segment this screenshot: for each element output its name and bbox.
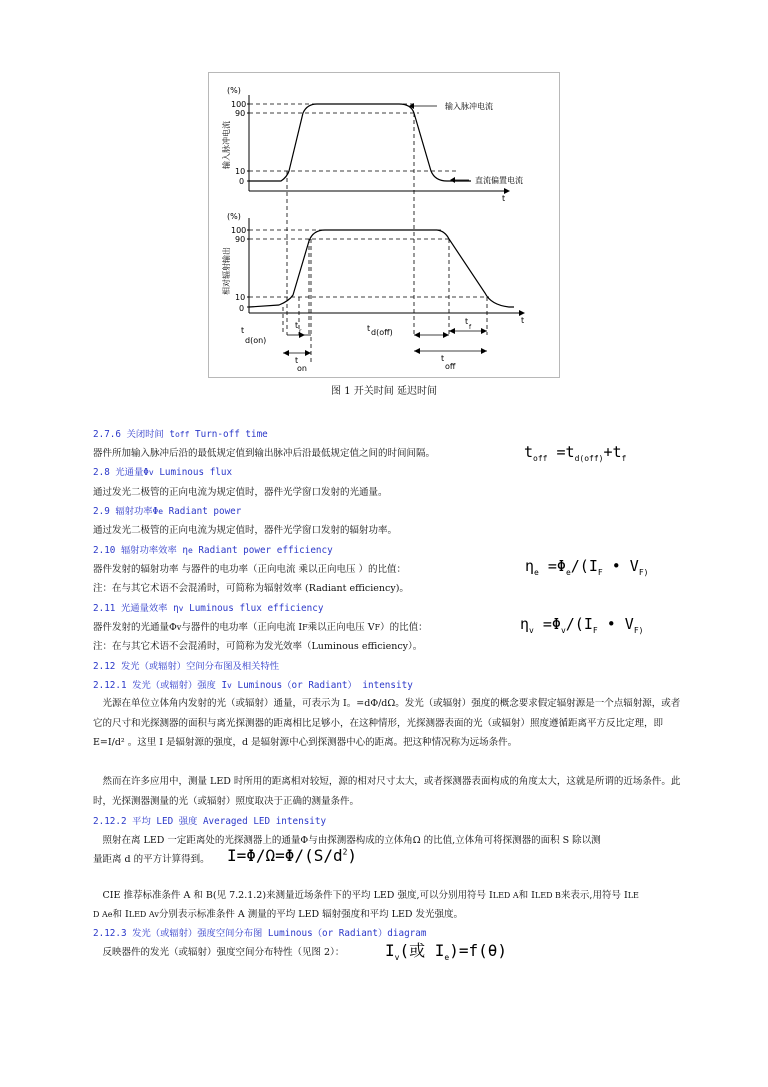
section-2-12-2-body-a: 照射在离 LED 一定距离处的光探测器上的通量Φ与由探测器构成的立体角Ω 的比值,立体角可将探测器的面积 S 除以测	[102, 835, 601, 846]
tf-label: t	[465, 317, 469, 326]
bottom-tick-0: 0	[239, 304, 245, 313]
radiant-output-curve	[249, 230, 514, 307]
bottom-tick-10: 10	[235, 293, 246, 302]
formula-distribution: $I_v$(或 $I_e)=f(\theta)$	[385, 941, 507, 963]
section-2-12-1-paragraph-2: 然而在许多应用中，测量 LED 时所用的距离相对较短，源的相对尺寸太大，或者探测器表面构成的角度太大，这就是所谓的近场条件。此时，光探测器测量的光（或辐射）照度取决于正确的测量条件。	[93, 776, 681, 807]
toff-label: t	[441, 354, 445, 363]
bottom-tick-100: 100	[231, 226, 247, 235]
section-2-12-2-heading: 2.12.2 平均 LED 强度 Averaged LED intensity	[93, 816, 327, 827]
toff-sub: off	[445, 362, 456, 371]
td-off-label: t	[367, 324, 371, 333]
figure-caption: 图 1 开关时间 延迟时间	[331, 386, 437, 397]
bottom-y-label: 相对辐射输出	[222, 247, 231, 295]
top-tick-10: 10	[235, 167, 246, 176]
section-2-10-heading: 2.10 辐射功率效率 ηe Radiant power efficiency	[93, 545, 333, 556]
ton-label: t	[295, 356, 299, 365]
input-pulse-annotation: 输入脉冲电流	[445, 102, 493, 111]
section-2-10-body: 器件发射的辐射功率 与器件的电功率（正向电流 乘以正向电压 ）的比值：	[93, 564, 407, 575]
tr-label: t	[295, 321, 299, 330]
formula-intensity: $I=\Phi/\Omega=\Phi/(S/d^2)$	[227, 846, 358, 865]
timing-figure	[208, 72, 560, 378]
section-2-11-body: 器件发射的光通量Φv与器件的电功率（正向电流 IF乘以正向电压 VF）的比值：	[93, 622, 428, 633]
section-2-12-2-body-b: 量距离 d 的平方计算得到。	[93, 854, 210, 865]
section-2-12-3-heading: 2.12.3 发光（或辐射）强度空间分布图 Luminous（or Radiant）diagram	[93, 928, 427, 939]
top-tick-0: 0	[239, 177, 245, 186]
section-2-9-heading: 2.9 辐射功率Φe Radiant power	[93, 506, 242, 517]
td-on-label: t	[241, 326, 245, 335]
cie-line-1: CIE 推荐标准条件 A 和 B(见 7.2.1.2)来测量近场条件下的平均 LED 强度,可以分别用符号 ILED A和 ILED B来表示,用符号 ILE	[102, 890, 639, 901]
tf-sub: f	[469, 324, 472, 331]
top-y-label: 输入脉冲电流	[222, 121, 231, 169]
section-2-12-heading: 2.12 发光（或辐射）空间分布图及相关特性	[93, 661, 280, 672]
bottom-tick-90: 90	[235, 235, 246, 244]
td-off-sub: d(off)	[371, 328, 393, 337]
formula-toff: $t_{off} =t_{d(off)}+t_f$	[524, 443, 627, 463]
top-tick-100: 100	[231, 100, 247, 109]
section-2-11-note: 注：在与其它术语不会混淆时，可简称为发光效率（Luminous efficiency）。	[93, 641, 423, 652]
section-2-7-6-heading: 2.7.6 关闭时间 toff Turn-off time	[93, 429, 268, 440]
section-2-11-heading: 2.11 光通量效率 ηv Luminous flux efficiency	[93, 603, 324, 614]
section-2-12-3-body: 反映器件的发光（或辐射）强度空间分布特性（见图 2）：	[102, 947, 345, 958]
section-2-12-1-paragraph-1: 光源在单位立体角内发射的光（或辐射）通量，可表示为 I。=dΦ/dΩ。发光（或辐射）强度的概念要求假定辐射源是一个点辐射源，或者它的尺寸和光探测器的面积与离光探测器的距离相比足够小，在这种情形，光探测器表面的光（或辐射）照度遵循距离平方反比定理，即 E=I/d² 。这里 I 是辐射源的强度，d 是辐射源中心到探测器中心的距离。把这种情况称为远场条件。	[93, 698, 681, 748]
formula-eta-e: $\eta_e =\Phi_e/(I_F$ • $V_{F)}$	[525, 557, 649, 577]
section-2-8-body: 通过发光二极管的正向电流为规定值时，器件光学窗口发射的光通量。	[93, 487, 388, 498]
top-x-label: t	[502, 194, 506, 203]
section-2-10-note: 注：在与其它术语不会混淆时，可简称为辐射效率 (Radiant efficiency)。	[93, 583, 409, 594]
dc-bias-annotation: 直流偏置电流	[475, 176, 523, 185]
section-2-12-1-heading: 2.12.1 发光（或辐射）强度 Iv Luminous（or Radiant） intensity	[93, 680, 413, 691]
ton-sub: on	[297, 364, 307, 373]
formula-eta-v: $\eta_v =\Phi_v/(I_F$ • $V_{F)}$	[520, 615, 644, 635]
bottom-y-unit: (%)	[227, 212, 241, 221]
section-2-9-body: 通过发光二极管的正向电流为规定值时，器件光学窗口发射的辐射功率。	[93, 525, 398, 536]
timing-diagram	[209, 73, 561, 379]
bottom-x-label: t	[521, 316, 525, 325]
section-2-8-heading: 2.8 光通量Φv Luminous flux	[93, 467, 233, 478]
td-on-sub: d(on)	[245, 336, 267, 345]
tr-sub: r	[299, 328, 302, 335]
cie-line-2: D Ae和 ILED Av分别表示标准条件 A 测量的平均 LED 辐射强度和平均 LED 发光强度。	[93, 909, 464, 920]
top-tick-90: 90	[235, 109, 246, 118]
input-pulse-curve	[249, 104, 471, 181]
top-y-unit: (%)	[227, 86, 241, 95]
section-2-7-6-body: 器件所加输入脉冲后沿的最低规定值到输出脉冲后沿最低规定值之间的时间间隔。	[93, 448, 436, 459]
